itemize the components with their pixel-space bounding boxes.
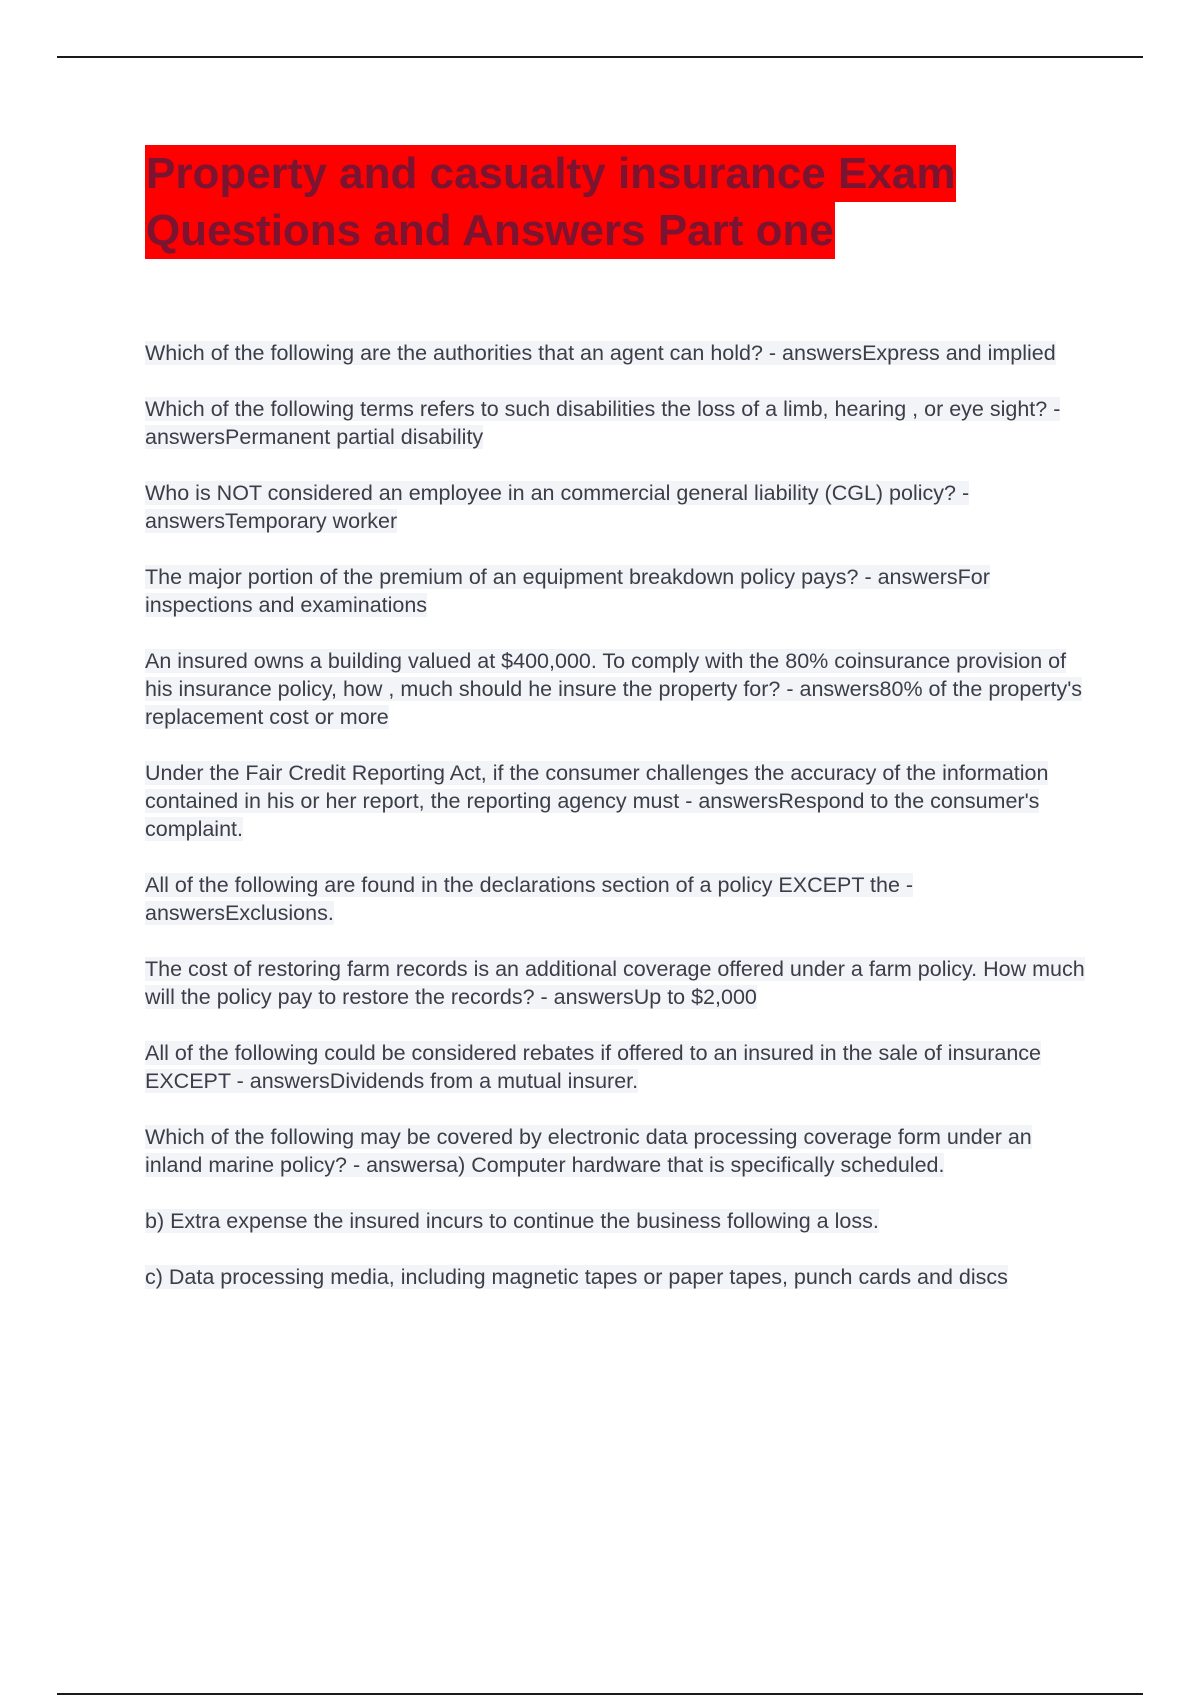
qa-item: [145, 563, 1090, 619]
bottom-rule: [57, 1693, 1143, 1695]
qa-item: [145, 871, 1090, 927]
qa-text: All of the following could be considered rebates if offered to an insured in the sale of insurance EXCEPT - answersDividends from a mutual insurer.: [145, 1041, 1041, 1093]
document-body: [145, 145, 1090, 1319]
qa-text: The major portion of the premium of an equipment breakdown policy pays? - answersFor inspections and examinations: [145, 565, 990, 617]
qa-item: [145, 395, 1090, 451]
qa-text: The cost of restoring farm records is an additional coverage offered under a farm policy. How much will the policy pay to restore the records? - answersUp to $2,000: [145, 957, 1085, 1009]
page-title: [145, 145, 1090, 259]
qa-text: Which of the following are the authorities that an agent can hold? - answersExpress and implied: [145, 341, 1056, 365]
title-line: Questions and Answers Part one: [145, 202, 835, 259]
qa-item: [145, 479, 1090, 535]
qa-text: c) Data processing media, including magnetic tapes or paper tapes, punch cards and discs: [145, 1265, 1008, 1289]
qa-item: [145, 339, 1090, 367]
qa-text: All of the following are found in the declarations section of a policy EXCEPT the - answersExclusions.: [145, 873, 914, 925]
qa-item: [145, 1263, 1090, 1291]
qa-text: Under the Fair Credit Reporting Act, if the consumer challenges the accuracy of the information contained in his or her report, the reporting agency must - answersRespond to the consumer's complaint.: [145, 761, 1049, 841]
top-rule: [57, 56, 1143, 58]
qa-item: [145, 1207, 1090, 1235]
qa-text: Which of the following terms refers to such disabilities the loss of a limb, hearing , or eye sight? - answersPermanent partial disability: [145, 397, 1061, 449]
qa-list: [145, 339, 1090, 1291]
qa-text: Who is NOT considered an employee in an commercial general liability (CGL) policy? - answersTemporary worker: [145, 481, 970, 533]
qa-text: An insured owns a building valued at $400,000. To comply with the 80% coinsurance provision of his insurance policy, how , much should he insure the property for? - answers80% of the property's replacement cost or more: [145, 649, 1083, 729]
qa-text: b) Extra expense the insured incurs to continue the business following a loss.: [145, 1209, 879, 1233]
qa-text: Which of the following may be covered by electronic data processing coverage form under an inland marine policy? - answersa) Computer hardware that is specifically scheduled.: [145, 1125, 1032, 1177]
qa-item: [145, 647, 1090, 731]
qa-item: [145, 759, 1090, 843]
title-line: Property and casualty insurance Exam: [145, 145, 956, 202]
qa-item: [145, 1039, 1090, 1095]
qa-item: [145, 1123, 1090, 1179]
qa-item: [145, 955, 1090, 1011]
